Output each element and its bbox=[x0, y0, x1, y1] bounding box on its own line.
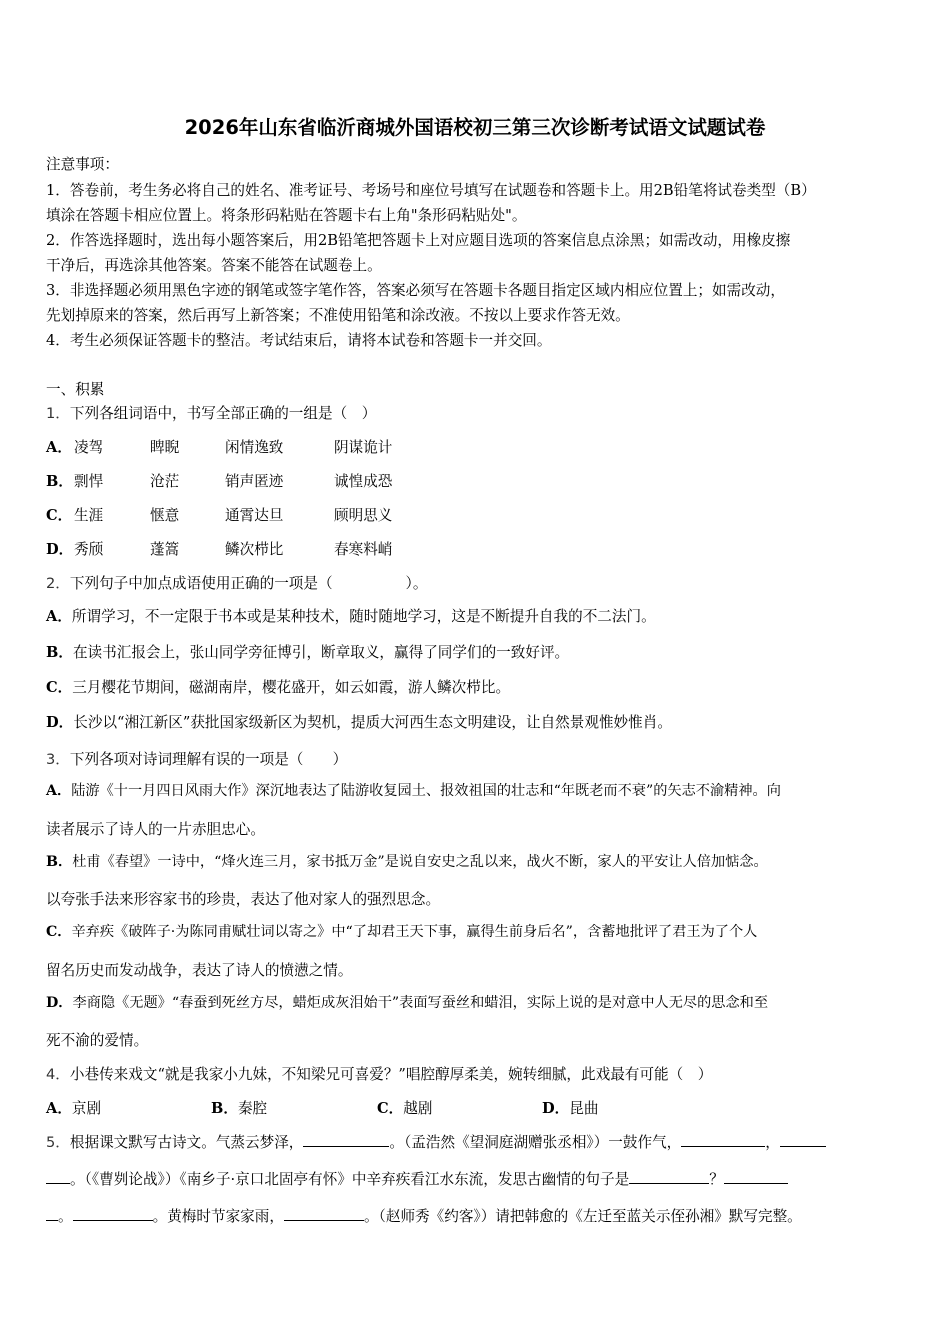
question-text: 。（赵师秀《约客》）请把韩愈的《左迁至蓝关示侄孙湘》默写完整。 bbox=[363, 1208, 802, 1225]
option-word: 凌驾 bbox=[74, 439, 104, 456]
question-text: ， bbox=[765, 1134, 780, 1151]
notice-line: 3．非选择题必须用黑色字迹的钢笔或签字笔作答，答案必须写在答题卡各题目指定区域内相应位置上；如需改动， bbox=[46, 282, 785, 299]
question-text: 。 bbox=[58, 1208, 73, 1225]
option-label: C． bbox=[377, 1100, 404, 1117]
option-text-continued: 死不渝的爱情。 bbox=[46, 1032, 149, 1049]
fill-blank[interactable] bbox=[46, 1205, 58, 1221]
fill-blank[interactable] bbox=[724, 1168, 788, 1184]
option-word: 蓬篙 bbox=[150, 541, 180, 558]
notice-line: 填涂在答题卡相应位置上。将条形码粘贴在答题卡右上角"条形码粘贴处"。 bbox=[46, 207, 527, 224]
q3-option-c bbox=[46, 921, 757, 941]
q2-option-c bbox=[46, 676, 510, 697]
option-word: 顾明思义 bbox=[334, 507, 393, 524]
question-text: ？ bbox=[709, 1171, 724, 1188]
option-word: 销声匿迹 bbox=[225, 473, 284, 490]
option-label: A． bbox=[46, 1100, 72, 1117]
option-word: 秀颀 bbox=[74, 541, 104, 558]
question-text: 。（《曹刿论战》）《南乡子·京口北固亭有怀》中辛弃疾看江水东流，发思古幽情的句子是 bbox=[70, 1171, 630, 1188]
question-1 bbox=[46, 402, 376, 423]
question-2 bbox=[46, 572, 427, 593]
q4-option-a bbox=[46, 1097, 101, 1118]
option-word: 剽悍 bbox=[74, 473, 104, 490]
q3-option-b bbox=[46, 851, 768, 871]
option-text: 陆游《十一月四日风雨大作》深沉地表达了陆游收复园土、报效祖国的壮志和“年既老而不衰”的矢志不渝精神。向 bbox=[71, 783, 781, 799]
notice-line: 干净后，再选涂其他答案。答案不能答在试题卷上。 bbox=[46, 257, 382, 274]
question-stem: 小巷传来戏文“就是我家小九妹，不知梁兄可喜爱？”唱腔醇厚柔美，婉转细腻，此戏最有可能（ ） bbox=[69, 1066, 713, 1083]
fill-blank[interactable] bbox=[46, 1168, 70, 1184]
option-text: 秦腔 bbox=[237, 1100, 268, 1117]
option-text: 辛弃疾《破阵子·为陈同甫赋壮词以寄之》中“了却君王天下事，赢得生前身后名”，含蓄地批评了君王为了个人 bbox=[71, 924, 758, 940]
option-text-continued: 留名历史而发动战争，表达了诗人的愤懑之情。 bbox=[46, 962, 353, 979]
q2-option-b bbox=[46, 641, 569, 662]
option-word: 阴谋诡计 bbox=[334, 439, 393, 456]
option-word: 睥睨 bbox=[150, 439, 180, 456]
option-word: 诚惶成恐 bbox=[334, 473, 393, 490]
q4-option-c bbox=[377, 1097, 432, 1118]
option-word: 鳞次栉比 bbox=[225, 541, 284, 558]
option-label: A． bbox=[46, 783, 72, 799]
option-label: C． bbox=[46, 679, 73, 696]
fill-blank[interactable] bbox=[780, 1131, 826, 1147]
option-word: 沧茫 bbox=[150, 473, 180, 490]
notice-line: 1．答卷前，考生务必将自己的姓名、准考证号、考场号和座位号填写在试题卷和答题卡上。用2B铅笔将试卷类型（B） bbox=[46, 182, 816, 199]
notice-line: 4．考生必须保证答题卡的整洁。考试结束后，请将本试卷和答题卡一并交回。 bbox=[46, 332, 552, 349]
question-4 bbox=[46, 1063, 712, 1084]
option-label: C． bbox=[46, 507, 73, 524]
question-number: 2． bbox=[46, 575, 70, 592]
option-label: B． bbox=[46, 854, 73, 870]
option-label: D． bbox=[46, 995, 73, 1011]
q2-option-a bbox=[46, 605, 656, 626]
option-word: 生涯 bbox=[74, 507, 104, 524]
notice-heading: 注意事项： bbox=[46, 156, 119, 173]
q3-option-d bbox=[46, 992, 768, 1012]
question-number: 1． bbox=[46, 405, 70, 422]
option-label: D． bbox=[542, 1100, 570, 1117]
question-number: 4． bbox=[46, 1066, 70, 1083]
question-stem: 下列各组词语中，书写全部正确的一组是（ ） bbox=[69, 405, 377, 422]
option-label: D． bbox=[46, 714, 74, 731]
option-text: 京剧 bbox=[71, 1100, 102, 1117]
section-heading: 一、积累 bbox=[46, 381, 105, 398]
question-text: 。黄梅时节家家雨， bbox=[152, 1208, 284, 1225]
question-text: 根据课文默写古诗文。气蒸云梦泽， bbox=[69, 1134, 304, 1151]
fill-blank[interactable] bbox=[629, 1168, 709, 1184]
q3-option-a bbox=[46, 780, 781, 800]
option-label: A． bbox=[46, 439, 72, 456]
option-text-continued: 读者展示了诗人的一片赤胆忠心。 bbox=[46, 821, 265, 838]
question-stem: 下列句子中加点成语使用正确的一项是（ ）。 bbox=[69, 575, 428, 592]
question-stem: 下列各项对诗词理解有误的一项是（ ） bbox=[69, 751, 348, 768]
q2-option-d bbox=[46, 711, 672, 732]
option-text: 昆曲 bbox=[569, 1100, 599, 1117]
notice-line: 2．作答选择题时，选出每小题答案后，用2B铅笔把答题卡上对应题目选项的答案信息点涂黑；如需改动，用橡皮擦 bbox=[46, 232, 791, 249]
option-text: 杜甫《春望》一诗中，“烽火连三月，家书抵万金”是说自安史之乱以来，战火不断，家人的平安让人倍加惦念。 bbox=[72, 854, 768, 870]
option-text: 李商隐《无题》“春蚕到死丝方尽，蜡炬成灰泪始干”表面写蚕丝和蜡泪，实际上说的是对意中人无尽的思念和至 bbox=[72, 995, 769, 1011]
q4-option-d bbox=[542, 1097, 598, 1118]
option-text: 越剧 bbox=[403, 1100, 433, 1117]
question-5 bbox=[46, 1131, 826, 1152]
exam-title: 2026年山东省临沂商城外国语校初三第三次诊断考试语文试题试卷 bbox=[184, 116, 766, 139]
question-5-line-3 bbox=[46, 1205, 802, 1226]
option-text: 所谓学习，不一定限于书本或是某种技术，随时随地学习，这是不断提升自我的不二法门。 bbox=[71, 608, 656, 625]
fill-blank[interactable] bbox=[681, 1131, 765, 1147]
option-label: B． bbox=[46, 644, 73, 661]
question-text: 。（孟浩然《望洞庭湖赠张丞相》）一鼓作气， bbox=[389, 1134, 682, 1151]
option-word: 惬意 bbox=[150, 507, 180, 524]
fill-blank[interactable] bbox=[284, 1205, 364, 1221]
option-word: 春寒料峭 bbox=[334, 541, 393, 558]
option-label: A． bbox=[46, 608, 72, 625]
option-word: 通霄达旦 bbox=[225, 507, 284, 524]
question-number: 5． bbox=[46, 1134, 70, 1151]
option-label: D． bbox=[46, 541, 74, 558]
option-label: B． bbox=[46, 473, 73, 490]
option-text: 三月樱花节期间，磁湖南岸，樱花盛开，如云如霞，游人鳞次栉比。 bbox=[72, 679, 511, 696]
notice-line: 先划掉原来的答案，然后再写上新答案；不准使用铅笔和涂改液。不按以上要求作答无效。 bbox=[46, 307, 630, 324]
option-word: 闲情逸致 bbox=[225, 439, 284, 456]
q4-option-b bbox=[211, 1097, 267, 1118]
question-5-line-2 bbox=[46, 1168, 788, 1189]
option-text-continued: 以夸张手法来形容家书的珍贵，表达了他对家人的强烈思念。 bbox=[46, 891, 441, 908]
option-label: B． bbox=[211, 1100, 238, 1117]
fill-blank[interactable] bbox=[303, 1131, 389, 1147]
question-number: 3． bbox=[46, 751, 70, 768]
option-text: 在读书汇报会上，张山同学旁征博引，断章取义，赢得了同学们的一致好评。 bbox=[72, 644, 570, 661]
option-text: 长沙以“湘江新区”获批国家级新区为契机，提质大河西生态文明建设，让自然景观惟妙惟肖。 bbox=[73, 714, 672, 731]
question-3 bbox=[46, 748, 347, 769]
option-label: C． bbox=[46, 924, 72, 940]
fill-blank[interactable] bbox=[73, 1205, 153, 1221]
